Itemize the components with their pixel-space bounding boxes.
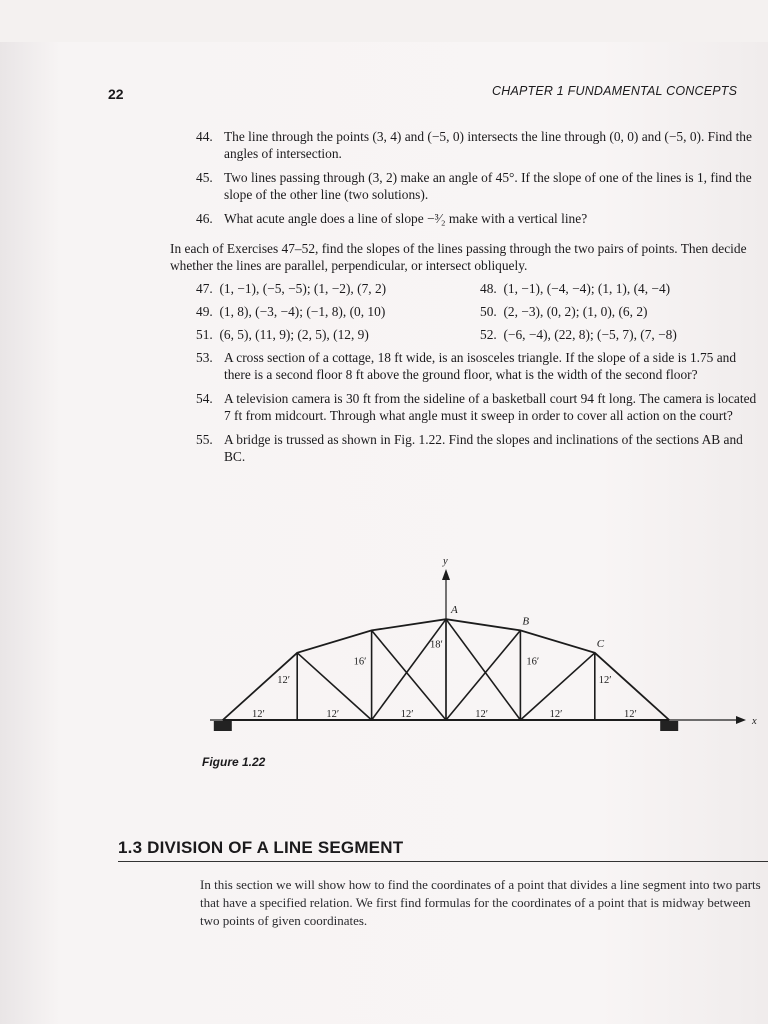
member-height-label: 16′ [353,656,367,668]
bridge-truss-figure [180,555,768,785]
point-label-a: A [451,604,458,617]
exercise-pair-row [196,326,764,343]
exercise-55 [196,431,764,465]
point-label-c: C [596,637,605,650]
y-axis-arrow [442,569,450,580]
exercise-text: (1, −1), (−5, −5); (1, −2), (7, 2) [219,281,387,296]
figure-caption: Figure 1.22 [202,755,266,769]
exercise-text: (2, −3), (0, 2); (1, 0), (6, 2) [503,304,648,319]
truss-support [214,721,232,731]
exercise-number: 51. [196,327,213,342]
section-divider [118,861,768,862]
truss-support [660,721,678,731]
point-label-b: B [522,615,530,628]
exercise-text: A bridge is trussed as shown in Fig. 1.22. Find the slopes and inclinations of the sections AB and BC. [224,432,743,464]
exercise-list [170,128,764,472]
section-intro: In this section we will show how to find the coordinates of a point that divides a line segment into two parts that have a specified relation. We first find formulas for the coordinates of a point that is midway between two points of given coordinates. [200,877,761,928]
panel-width-label: 12′ [475,709,488,720]
exercise-number: 45. [196,170,213,185]
exercise-text: (1, 8), (−3, −4); (−1, 8), (0, 10) [219,304,386,319]
truss-diagram [180,555,768,755]
exercise-number: 50. [480,304,497,319]
exercise-45 [196,169,764,203]
exercise-47 [196,280,480,297]
panel-width-label: 12′ [252,709,265,720]
exercise-49 [196,303,480,320]
exercise-number: 53. [196,350,213,365]
page-number: 22 [108,86,124,102]
exercise-54 [196,390,764,424]
exercise-number: 44. [196,129,213,144]
exercise-44 [196,128,764,162]
x-axis-arrow [736,716,746,724]
exercise-number: 54. [196,391,213,406]
section-heading: 1.3 DIVISION OF A LINE SEGMENT [118,838,404,857]
member-height-label: 12′ [277,675,290,687]
exercise-text: A cross section of a cottage, 18 ft wide, is an isosceles triangle. If the slope of a side is 1.75 and there is a second floor 8 ft above the ground floor, what is the width of the second floor? [224,350,737,382]
chapter-title: CHAPTER 1 FUNDAMENTAL CONCEPTS [492,84,738,98]
exercise-instructions: In each of Exercises 47–52, find the slopes of the lines passing through the two pairs of points. Then decide whether the lines are parallel, perpendicular, or intersect obliquely. [170,241,747,273]
exercise-text: (1, −1), (−4, −4); (1, 1), (4, −4) [503,281,671,296]
exercise-number: 46. [196,211,213,226]
exercise-number: 55. [196,432,213,447]
member-height-label: 18′ [430,639,443,651]
exercise-number: 48. [480,281,497,296]
member-height-label: 12′ [598,675,612,687]
panel-width-label: 12′ [400,709,414,720]
panel-width-label: 12′ [549,709,563,720]
truss-diagonal-member [446,630,520,720]
exercise-number: 49. [196,304,213,319]
exercise-text: What acute angle does a line of slope −³⁄₂ make with a vertical line? [224,211,588,226]
truss-diagonal-member [372,619,446,720]
member-height-label: 16′ [526,656,540,668]
page-header [0,82,768,106]
exercise-text: Two lines passing through (3, 2) make an angle of 45°. If the slope of one of the lines is 1, find the slope of the other line (two solutions). [224,170,752,202]
exercise-51 [196,326,480,343]
exercise-text: A television camera is 30 ft from the sideline of a basketball court 94 ft long. The camera is located 7 ft from midcourt. Through what angle must it sweep in order to cover all action on the court? [224,391,757,423]
y-axis-label: y [443,556,448,567]
exercise-text: (6, 5), (11, 9); (2, 5), (12, 9) [219,327,369,342]
exercise-text: (−6, −4), (22, 8); (−5, 7), (7, −8) [503,327,677,342]
exercise-50 [480,303,764,320]
exercise-text: The line through the points (3, 4) and (−5, 0) intersects the line through (0, 0) and (−5, 0). Find the angles of intersection. [224,129,752,161]
panel-width-label: 12′ [326,709,340,720]
exercise-pair-row [196,280,764,297]
exercise-52 [480,326,764,343]
exercise-number: 52. [480,327,497,342]
exercise-46 [196,210,764,227]
x-axis-label: x [752,716,757,727]
exercise-48 [480,280,764,297]
exercise-53 [196,349,764,383]
truss-diagonal-member [446,619,520,720]
panel-width-label: 12′ [624,709,637,720]
exercise-number: 47. [196,281,213,296]
exercise-pair-row [196,303,764,320]
